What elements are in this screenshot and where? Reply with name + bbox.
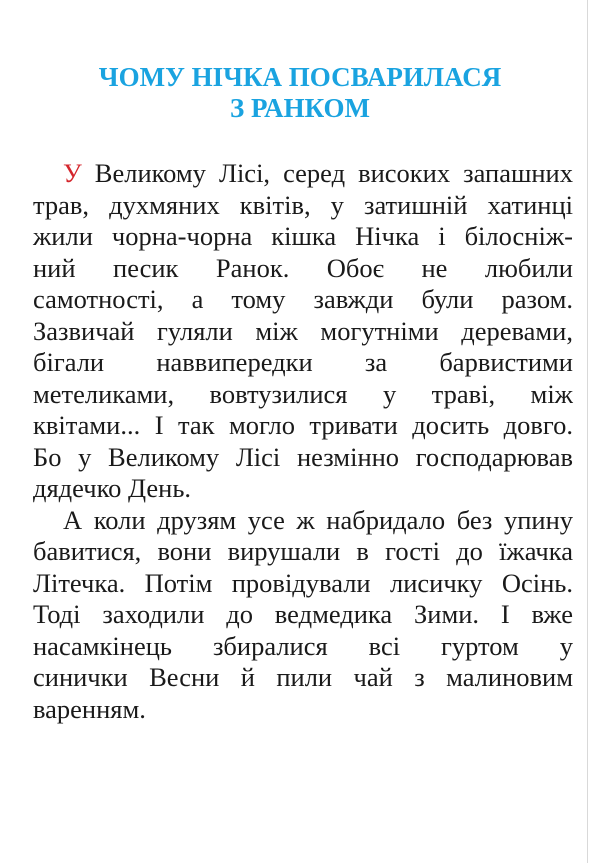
story-title-line-1: ЧОМУ НІЧКА ПОСВАРИЛАСЯ bbox=[98, 62, 502, 92]
text-line: Бо у Великому Лісі незмінно господарював bbox=[33, 441, 573, 472]
text-line: квітами... І так могло тривати досить довго. bbox=[33, 410, 573, 440]
text-line: Зазвичай гуляли між могутніми деревами, bbox=[33, 315, 573, 346]
text-line: трав, духмяних квітів, у затишній хатинці bbox=[33, 189, 573, 220]
story-title-line-2: З РАНКОМ bbox=[230, 93, 370, 123]
text-line: метеликами, вовтузилися у траві, між bbox=[33, 378, 573, 409]
text-line: варенням. bbox=[33, 693, 146, 724]
text-line: А коли друзям усе ж набридало без упину bbox=[63, 504, 573, 535]
text-line: жили чорна-чорна кішка Нічка і білосніж- bbox=[33, 221, 573, 251]
paragraph-2 bbox=[33, 505, 573, 726]
story-title bbox=[0, 62, 592, 124]
text-line: синички Весни й пили чай з малиновим bbox=[33, 662, 573, 692]
text-line: Літечка. Потім провідували лисичку Осінь. bbox=[33, 567, 573, 598]
text-line: насамкінець збиралися всі гуртом у bbox=[33, 630, 573, 661]
drop-cap: У bbox=[63, 158, 82, 188]
text-line: ний песик Ранок. Обоє не любили bbox=[33, 252, 573, 283]
text-line: У Великому Лісі, серед високих запашних bbox=[63, 158, 573, 188]
text-line: Тоді заходили до ведмедика Зими. І вже bbox=[33, 599, 573, 629]
paragraph-1 bbox=[33, 158, 573, 505]
page-edge-line bbox=[587, 0, 588, 863]
text-line: дядечко День. bbox=[33, 473, 192, 503]
story-text bbox=[33, 158, 573, 725]
text-line: самотності, а тому завжди були разом. bbox=[33, 284, 573, 314]
text-line: бавитися, вони вирушали в гості до їжачка bbox=[33, 536, 573, 566]
text-line: бігали наввипередки за барвистими bbox=[33, 347, 573, 377]
